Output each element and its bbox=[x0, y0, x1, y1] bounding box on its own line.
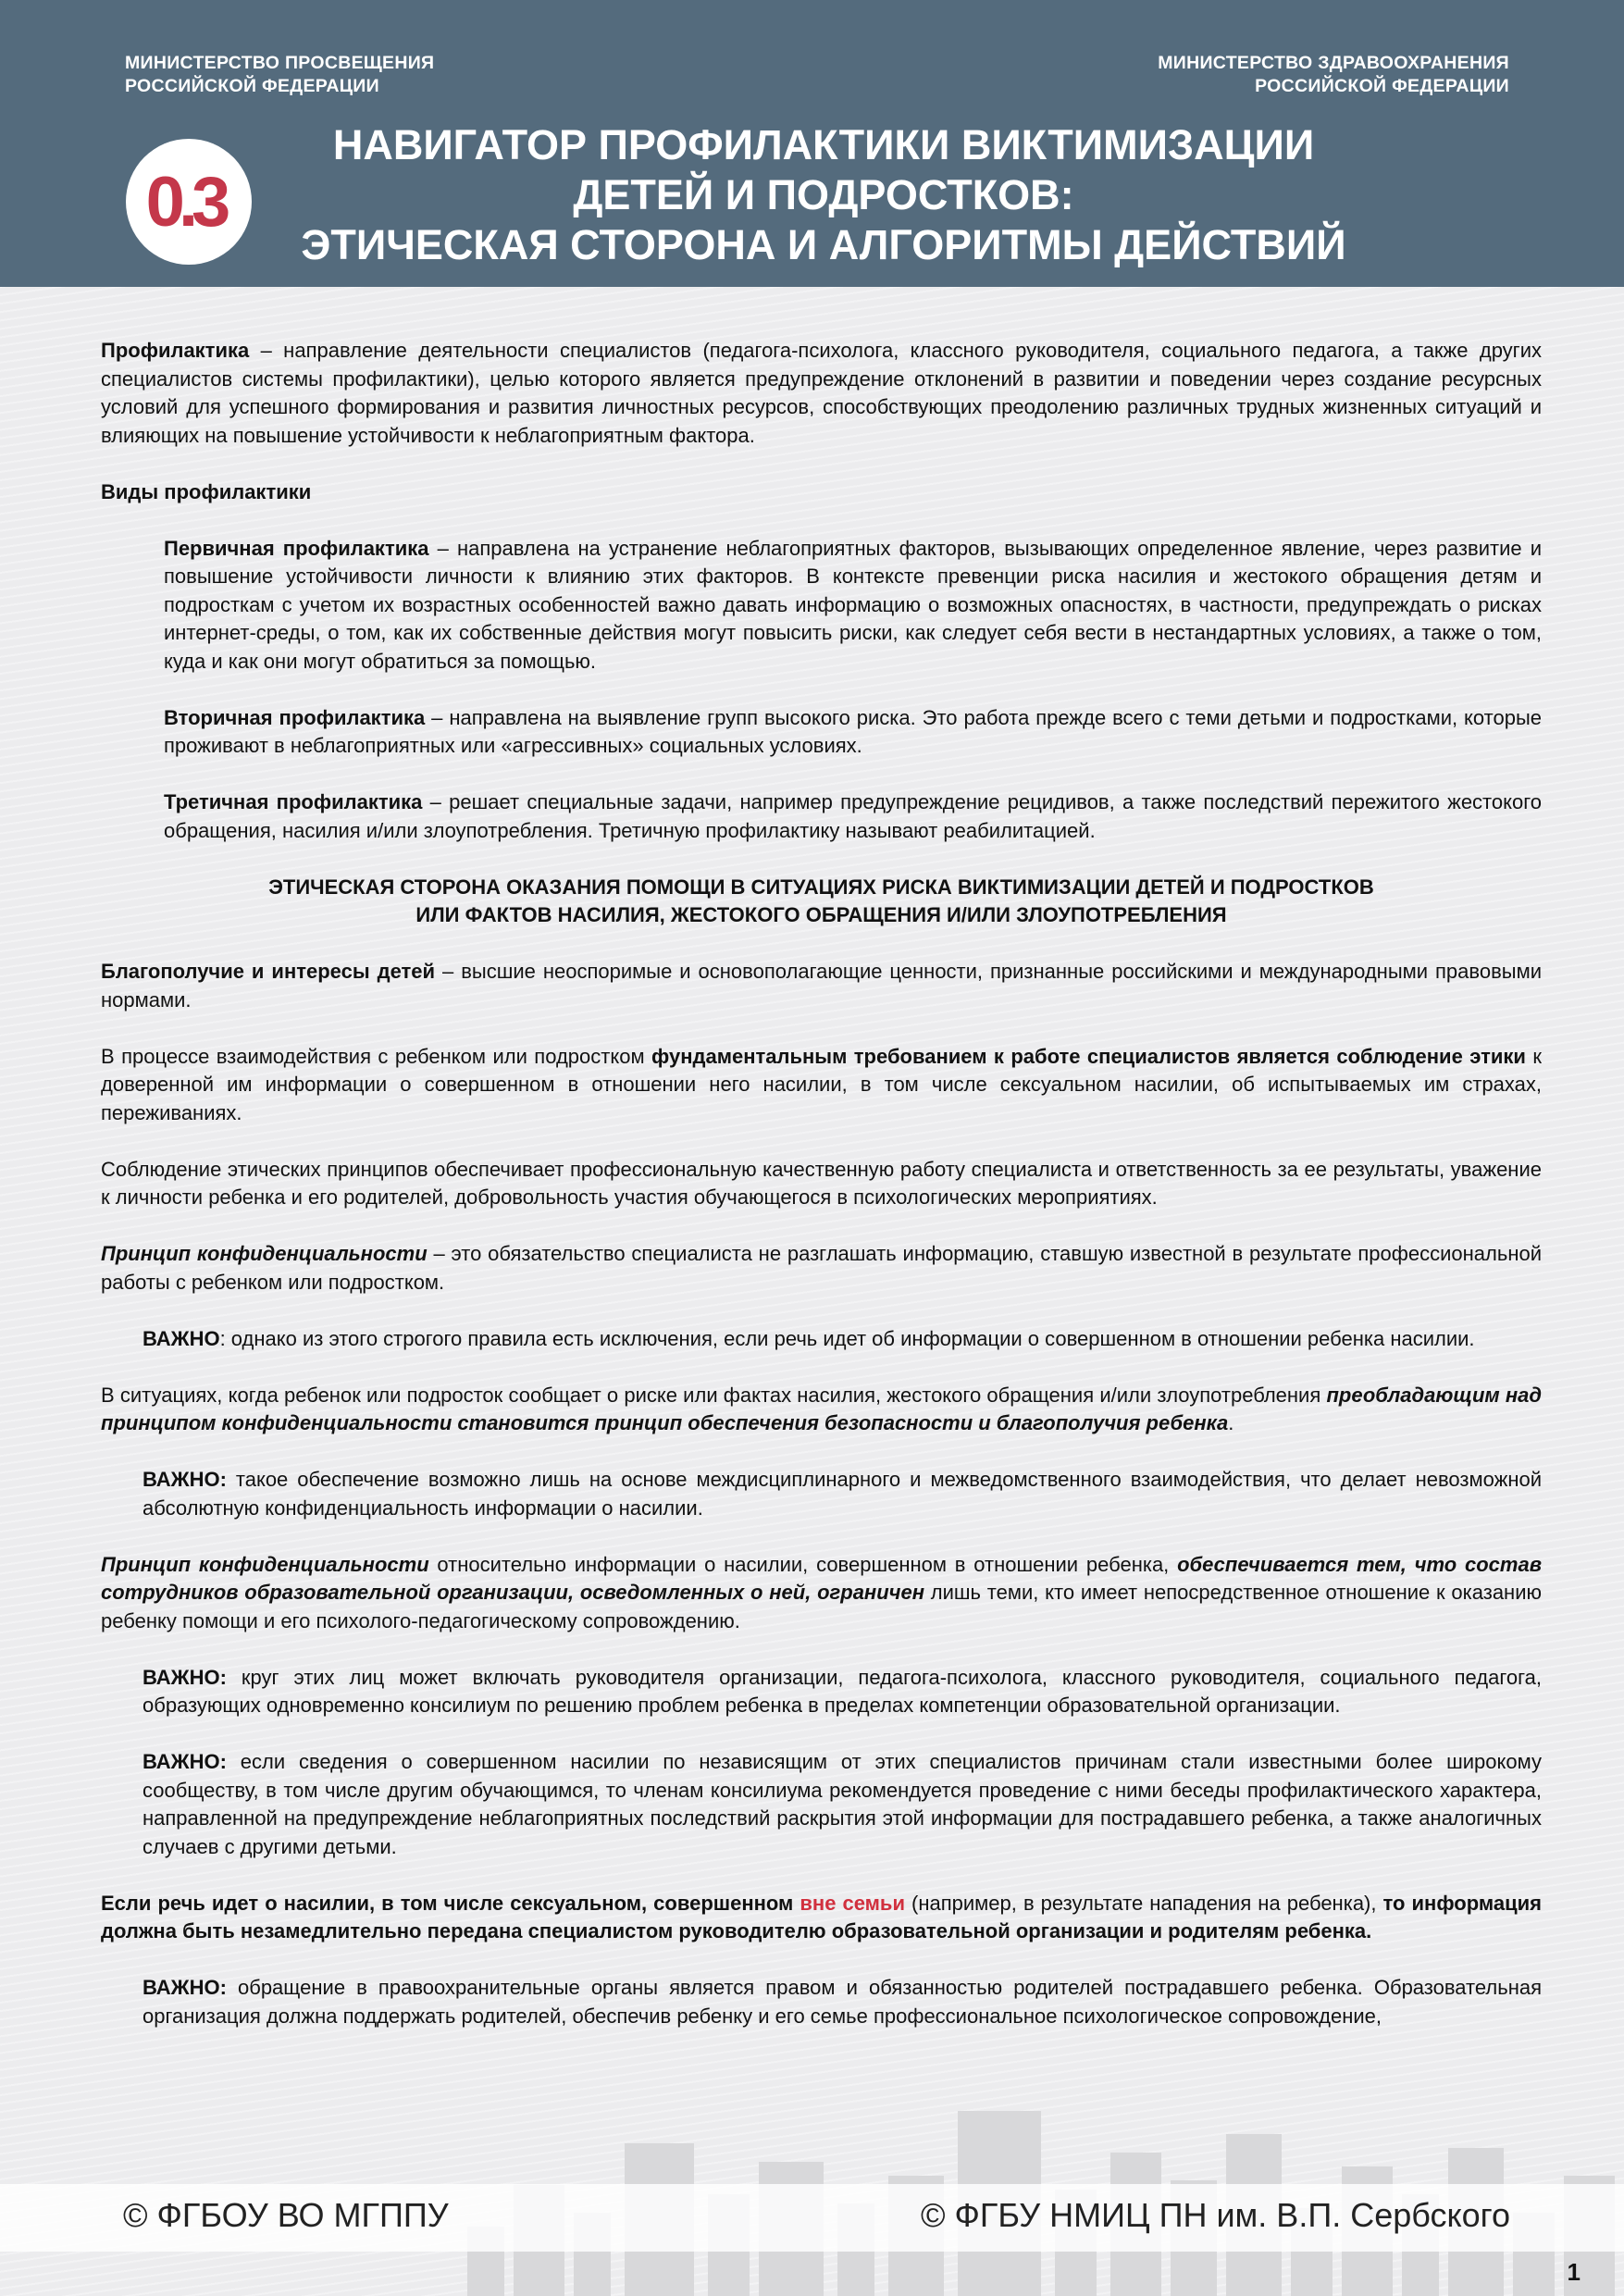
document-body bbox=[101, 337, 1542, 2059]
secondary-prevention: Вторичная профилактика – направлена на выявление групп высокого риска. Это работа прежде всего с теми детьми и подростками, которые проживают в неблагоприятных или «агрессивных» социальных условиях. bbox=[164, 705, 1543, 757]
page-header bbox=[0, 0, 1624, 287]
page-footer bbox=[0, 2184, 1624, 2252]
important-note-1: ВАЖНО: однако из этого строгого правила есть исключения, если речь идет об информации о совершенном в отношении ребенка насилии. bbox=[143, 1326, 1475, 1350]
section-number-badge: 0.3 bbox=[126, 139, 252, 265]
footer-copyright-right: © ФГБУ НМИЦ ПН им. В.П. Сербского bbox=[921, 2196, 1510, 2234]
tertiary-prevention: Третичная профилактика – решает специальные задачи, например предупреждение рецидивов, а также последствий пережитого жестокого обращения, насилия и/или злоупотребления. Третичную профилактику называют реабилитацией. bbox=[164, 790, 1543, 842]
interaction-paragraph: В процессе взаимодействия с ребенком или подростком фундаментальным требованием к работе специалистов является соблюдение этики к доверенной им информации о совершенном в отношении него насилии, в том числе сексуальном насилии, об испытываемых им страхах, переживаниях. bbox=[101, 1044, 1542, 1124]
important-note-4: ВАЖНО: если сведения о совершенном насилии по независящим от этих специалистов причинам стали известными более широкому сообществу, в том числе другим обучающимся, то членам консилиума рекомендуется проведение с ними беседы профилактического характера, направленной на предупреждение неблагоприятных последствий раскрытия этой информации для пострадавшего ребенка, а также аналогичных случаев с другими детьми. bbox=[143, 1750, 1542, 1858]
footer-copyright-left: © ФГБОУ ВО МГППУ bbox=[123, 2196, 449, 2234]
page-number: 1 bbox=[1567, 2258, 1581, 2286]
page-title: НАВИГАТОР ПРОФИЛАКТИКИ ВИКТИМИЗАЦИИ ДЕТЕЙ И ПОДРОСТКОВ: ЭТИЧЕСКАЯ СТОРОНА И АЛГОРИТМЫ ДЕЙСТВИЙ bbox=[301, 121, 1346, 268]
ethics-heading: ЭТИЧЕСКАЯ СТОРОНА ОКАЗАНИЯ ПОМОЩИ В СИТУАЦИЯХ РИСКА ВИКТИМИЗАЦИИ ДЕТЕЙ И ПОДРОСТКОВ ИЛИ ФАКТОВ НАСИЛИЯ, ЖЕСТОКОГО ОБРАЩЕНИЯ И/ИЛИ ЗЛОУПОТРЕБЛЕНИЯ bbox=[268, 875, 1374, 926]
types-heading: Виды профилактики bbox=[101, 479, 312, 503]
prevention-definition: Профилактика – направление деятельности специалистов (педагога-психолога, классного руководителя, социального педагога, а также других специалистов системы профилактики), целью которого является предупреждение отклонений в развитии и поведении через создание ресурсных условий для успешного формирования и развития личностных ресурсов, способствующих преодолению различных трудных жизненных ситуаций и влияющих на повышение устойчивости к неблагоприятным фактора. bbox=[101, 339, 1542, 447]
important-note-5: ВАЖНО: обращение в правоохранительные органы является правом и обязанностью родителей пострадавшего ребенка. Образовательная организация должна поддержать родителей, обеспечив ребенку и его семье профессиональное психологическое сопровождение, bbox=[143, 1976, 1542, 2028]
confidentiality-definition: Принцип конфиденциальности – это обязательство специалиста не разглашать информацию, ставшую известной в результате профессиональной работы с ребенком или подростком. bbox=[101, 1242, 1542, 1294]
welfare-paragraph: Благополучие и интересы детей – высшие неоспоримые и основополагающие ценности, признанные российскими и международными правовыми нормами. bbox=[101, 960, 1542, 1011]
confidentiality-scope-paragraph: Принцип конфиденциальности относительно информации о насилии, совершенном в отношении ребенка, обеспечивается тем, что состав сотрудников образовательной организации, осведомленных о ней, ограничен лишь теми, кто имеет непосредственное отношение к оказанию ребенку помощи и его психолого-педагогическому сопровождению. bbox=[101, 1552, 1542, 1632]
ministry-health: МИНИСТЕРСТВО ЗДРАВООХРАНЕНИЯ РОССИЙСКОЙ ФЕДЕРАЦИИ bbox=[1158, 53, 1509, 96]
situations-paragraph: В ситуациях, когда ребенок или подросток сообщает о риске или фактах насилия, жестокого обращения и/или злоупотребления преобладающим над принципом конфиденциальности становится принцип обеспечения безопасности и благополучия ребенка. bbox=[101, 1383, 1543, 1434]
outside-family-paragraph: Если речь идет о насилии, в том числе сексуальном, совершенном вне семьи (например, в результате нападения на ребенка), то информация должна быть незамедлительно передана специалистом руководителю образовательной организации и родителям ребенка. bbox=[101, 1891, 1542, 1942]
primary-prevention: Первичная профилактика – направлена на устранение неблагоприятных факторов, вызывающих определенное явление, через развитие и повышение устойчивости личности к влиянию этих факторов. В контексте превенции риска насилия и жестокого обращения детям и подросткам с учетом их возрастных особенностей важно давать информацию о возможных опасностях, в частности, предупреждать о рисках интернет-среды, о том, как их собственные действия могут повысить риски, как следует себя вести в нестандартных условиях, а также о том, куда и как они могут обратиться за помощью. bbox=[164, 536, 1542, 673]
ministry-education: МИНИСТЕРСТВО ПРОСВЕЩЕНИЯ РОССИЙСКОЙ ФЕДЕРАЦИИ bbox=[125, 53, 435, 96]
ethics-principles-paragraph: Соблюдение этических принципов обеспечивает профессиональную качественную работу специалиста и ответственность за ее результаты, уважение к личности ребенка и его родителей, добровольность участия обучающегося в психологических мероприятиях. bbox=[101, 1157, 1542, 1209]
important-note-2: ВАЖНО: такое обеспечение возможно лишь на основе междисциплинарного и межведомственного взаимодействия, что делает невозможной абсолютную конфиденциальность информации о насилии. bbox=[143, 1468, 1542, 1520]
important-note-3: ВАЖНО: круг этих лиц может включать руководителя организации, педагога-психолога, классного руководителя, социального педагога, образующих одновременно консилиум по решению проблем ребенка в пределах компетенции образовательной организации. bbox=[143, 1665, 1542, 1717]
